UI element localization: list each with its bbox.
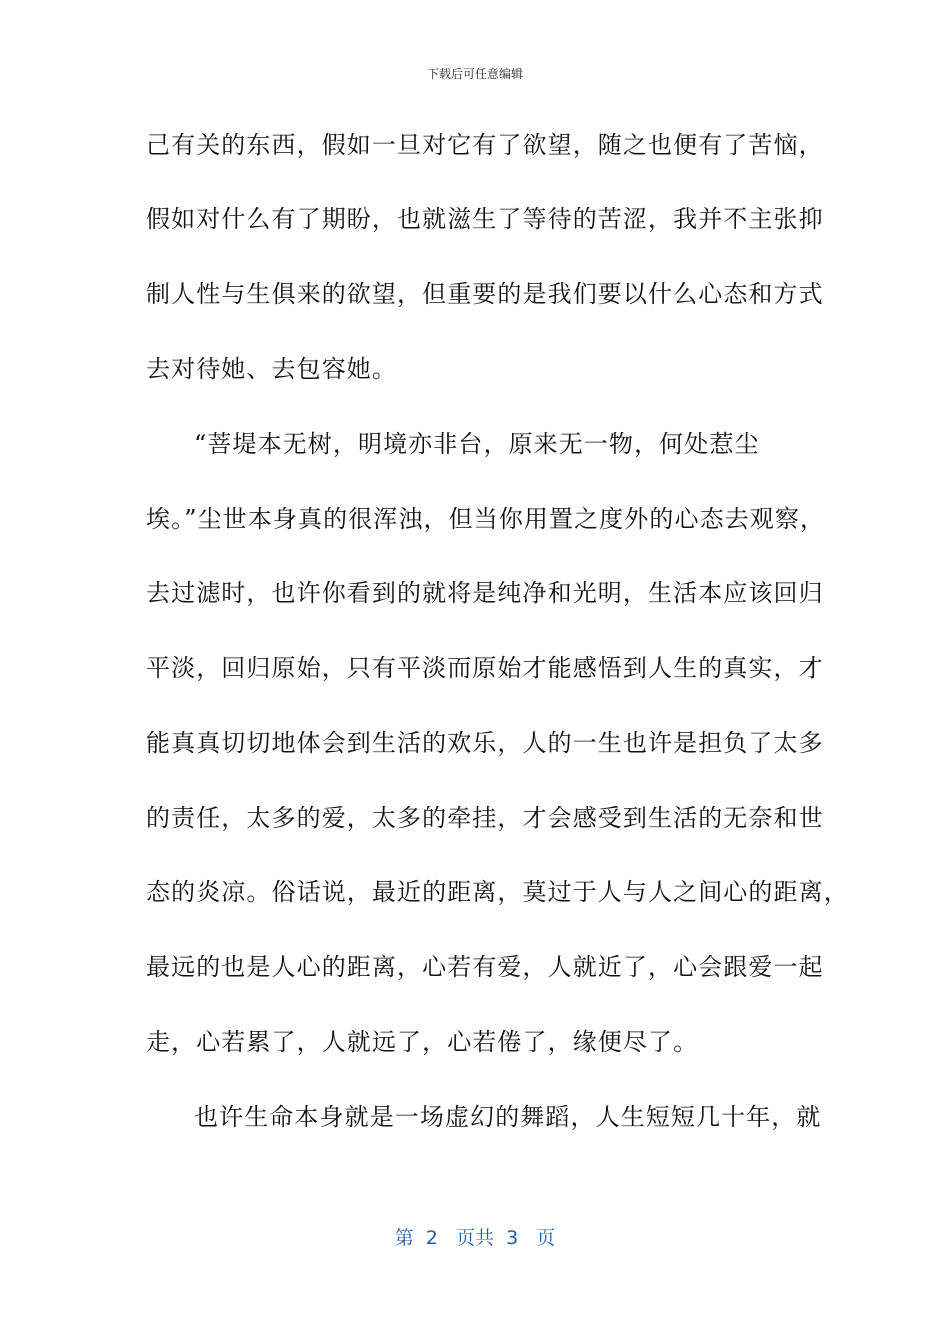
page-header: 下载后可任意编辑 [426, 67, 523, 81]
paragraph-3-line-1: 也许生命本身就是一场虚幻的舞蹈，人生短短几十年，就 [194, 1103, 822, 1131]
paragraph-2-line-8: 最远的也是人心的距离，心若有爱，人就近了，心会跟爱一起 [146, 953, 824, 981]
paragraph-1-line-4: 去对待她、去包容她。 [146, 355, 397, 383]
paragraph-2-line-1: “菩堤本无树，明境亦非台，原来无一物，何处惹尘 [194, 430, 760, 458]
paragraph-2-line-3: 去过滤时，也许你看到的就将是纯净和光明，生活本应该回归 [146, 579, 824, 607]
paragraph-2-line-4: 平淡，回归原始，只有平淡而原始才能感悟到人生的真实，才 [146, 654, 824, 682]
paragraph-2-line-5: 能真真切切地体会到生活的欢乐，人的一生也许是担负了太多 [146, 729, 824, 757]
paragraph-2-line-9: 走，心若累了，人就远了，心若倦了，缘便尽了。 [146, 1028, 699, 1056]
paragraph-1-line-1: 己有关的东西，假如一旦对它有了欲望，随之也便有了苦恼， [146, 131, 824, 159]
paragraph-2-line-6: 的责任，太多的爱，太多的牵挂，才会感受到生活的无奈和世 [146, 804, 824, 832]
paragraph-1-line-3: 制人性与生俱来的欲望，但重要的是我们要以什么心态和方式 [146, 280, 824, 308]
paragraph-2-line-7: 态的炎凉。俗话说，最近的距离，莫过于人与人之间心的距离， [146, 878, 849, 906]
paragraph-1-line-2: 假如对什么有了期盼，也就滋生了等待的苦涩，我并不主张抑 [146, 205, 824, 233]
page-number-footer: 第 2 页共 3 页 [394, 1227, 556, 1249]
paragraph-2-line-2: 埃。”尘世本身真的很浑浊，但当你用置之度外的心态去观察， [146, 505, 826, 533]
